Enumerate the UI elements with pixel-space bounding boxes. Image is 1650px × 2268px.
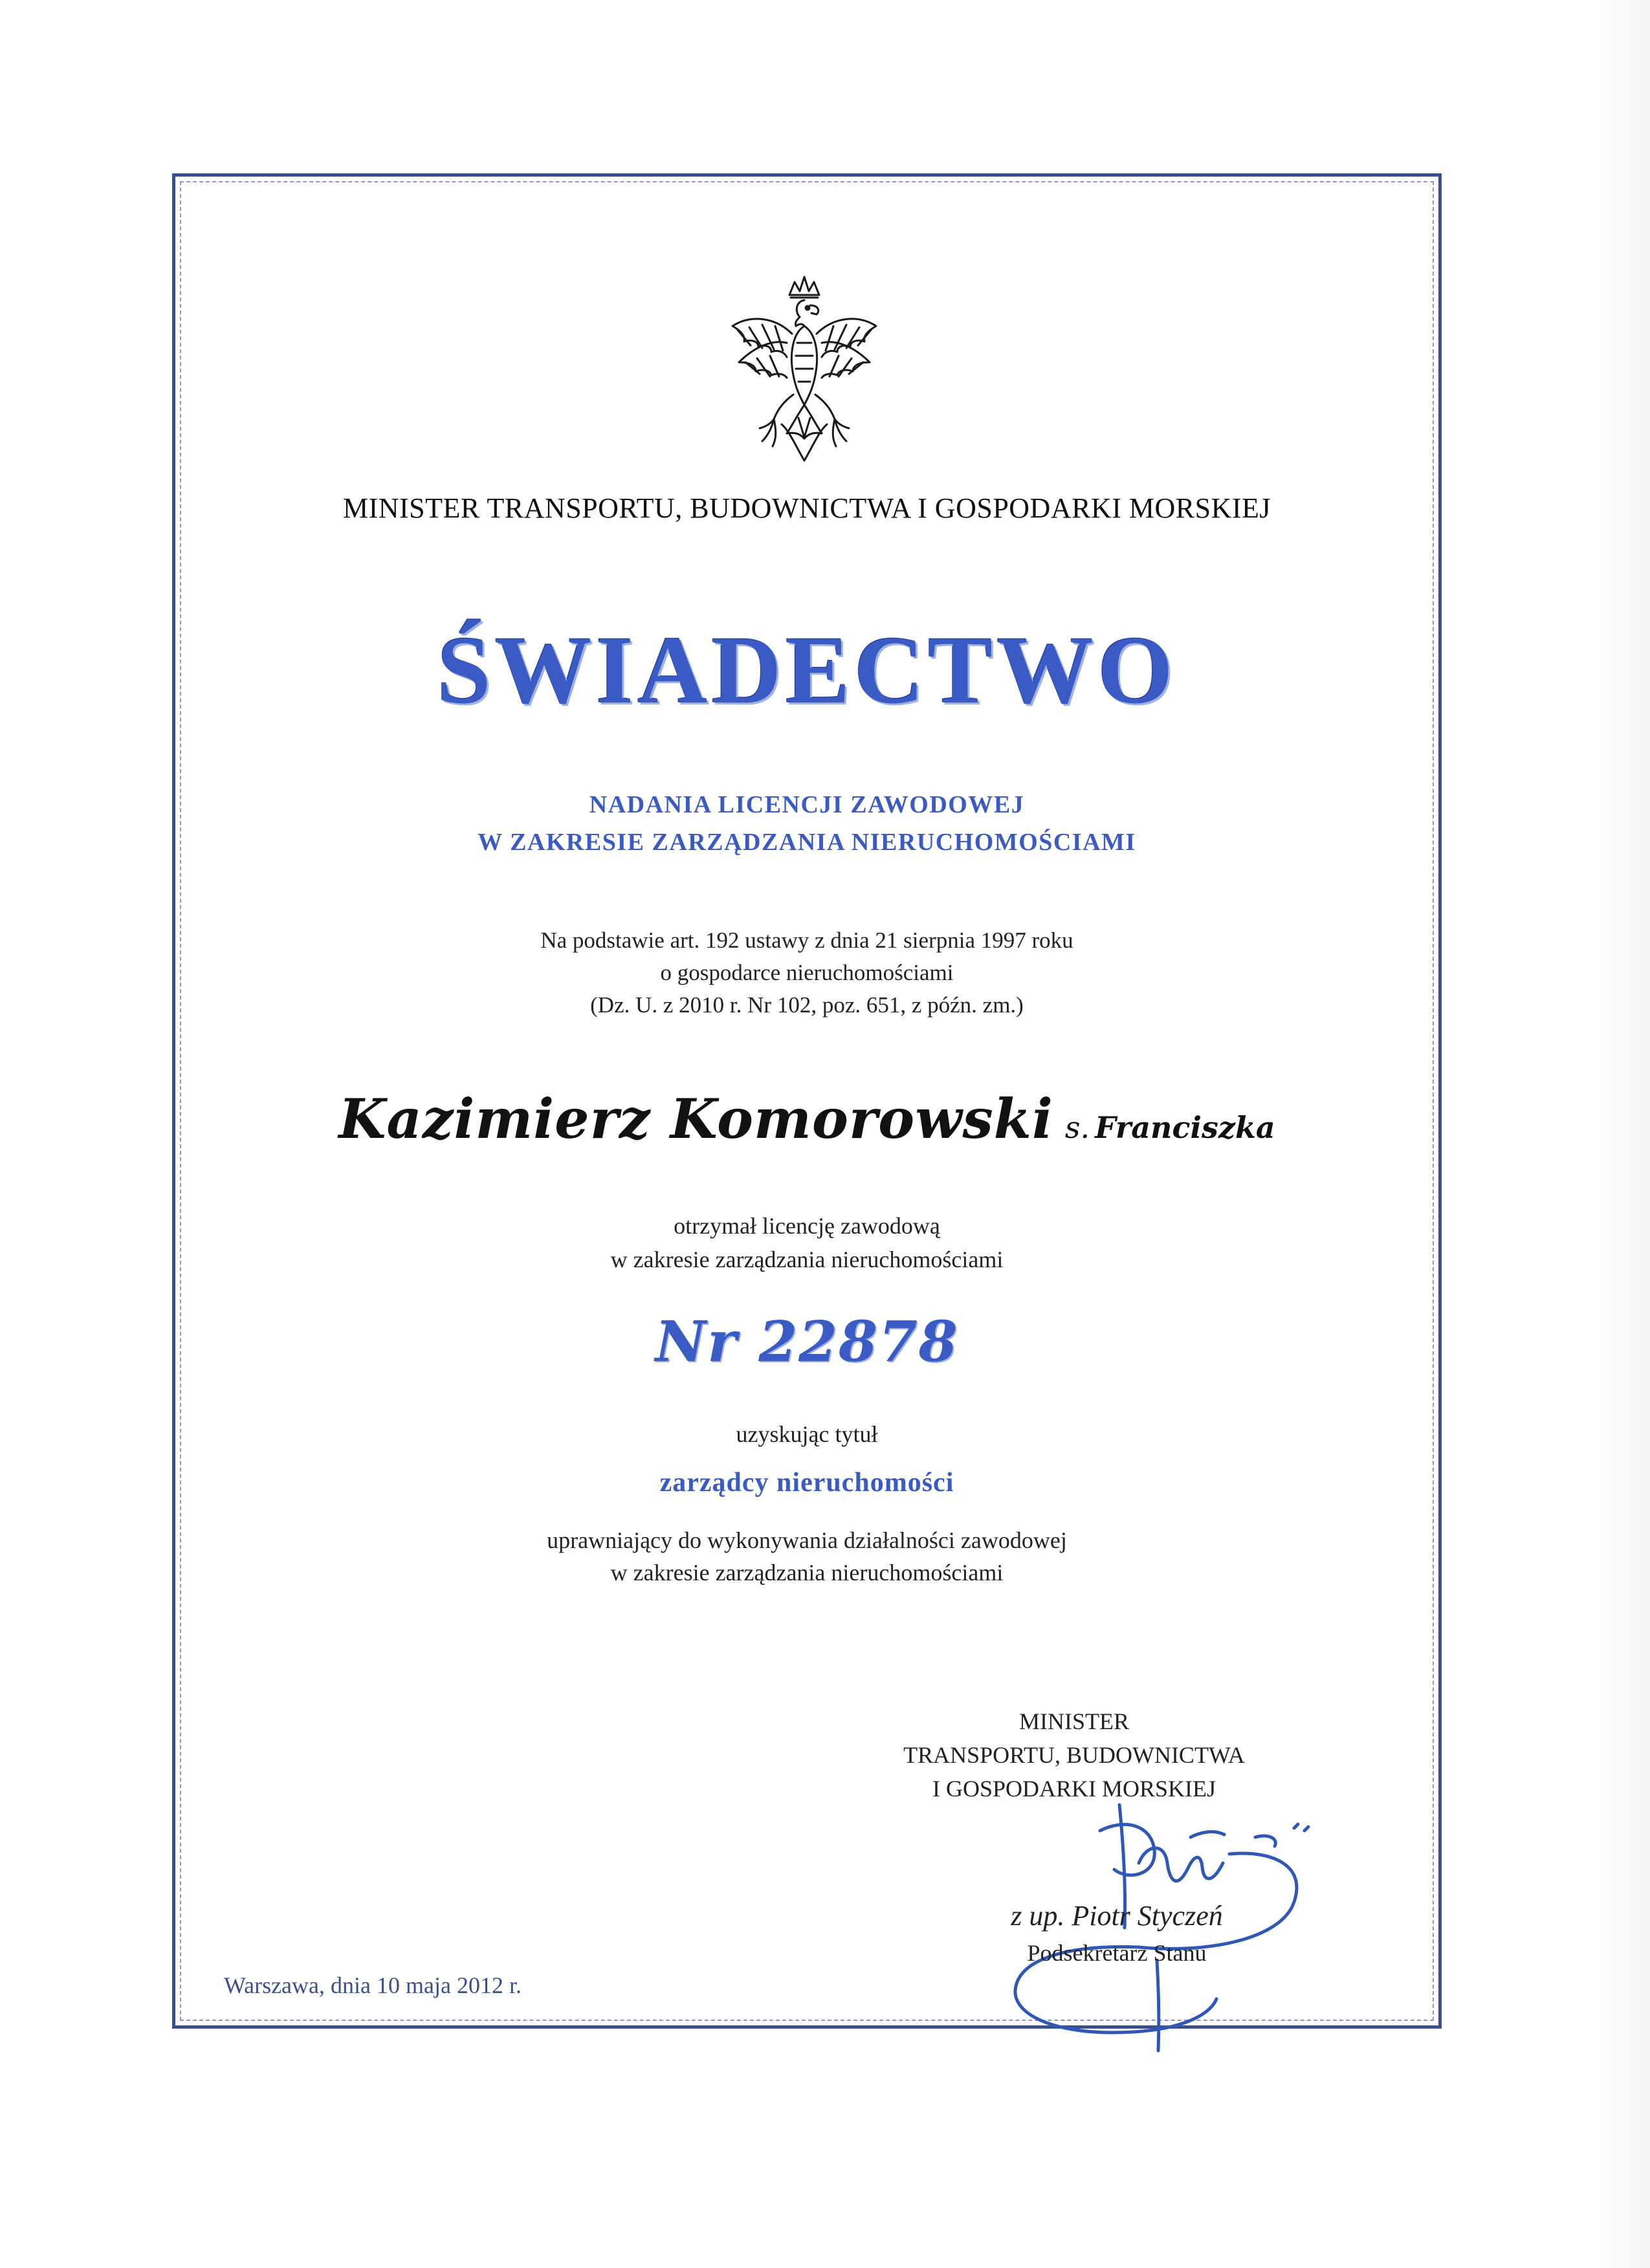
page-edge-shadow — [1598, 0, 1650, 2268]
legal-basis-line-2: o gospodarce nieruchomościami — [660, 960, 954, 985]
license-number: Nr 22878 — [655, 1309, 959, 1375]
holder-name-block — [172, 1087, 1442, 1151]
holder-name: Kazimierz Komorowski — [338, 1087, 1053, 1151]
certificate-subtitle-line-2: W ZAKRESIE ZARZĄDZANIA NIERUCHOMOŚCIAMI — [478, 829, 1136, 856]
license-received-line-2: w zakresie zarządzania nieruchomościami — [610, 1247, 1004, 1272]
signatory-line-2: TRANSPORTU, BUDOWNICTWA — [903, 1742, 1245, 1768]
certificate-title: ŚWIADECTWO — [437, 616, 1177, 724]
polish-eagle-emblem-icon — [720, 272, 889, 466]
entitlement-line-1: uprawniający do wykonywania działalności zawodowej — [547, 1527, 1067, 1553]
entitlement-line-2: w zakresie zarządzania nieruchomościami — [610, 1560, 1004, 1586]
holder-parent-prefix: s. — [1064, 1110, 1090, 1145]
professional-title: zarządcy nieruchomości — [659, 1468, 954, 1498]
signatory-line-1: MINISTER — [1019, 1708, 1129, 1734]
holder-parent-name: Franciszka — [1095, 1110, 1275, 1145]
signatory-line-3: I GOSPODARKI MORSKIEJ — [932, 1776, 1216, 1802]
place-and-date: Warszawa, dnia 10 maja 2012 r. — [224, 1972, 522, 1998]
legal-basis-line-3: (Dz. U. z 2010 r. Nr 102, poz. 651, z późn. zm.) — [590, 992, 1024, 1018]
license-received-line-1: otrzymał licencję zawodową — [674, 1213, 940, 1239]
issuer-header: MINISTER TRANSPORTU, BUDOWNICTWA I GOSPODARKI MORSKIEJ — [342, 492, 1271, 524]
signatory-role: Podsekretarz Stanu — [1027, 1940, 1207, 1966]
certificate-subtitle-line-1: NADANIA LICENCJI ZAWODOWEJ — [589, 791, 1025, 818]
title-intro: uzyskując tytuł — [736, 1421, 878, 1447]
signatory-proxy: z up. Piotr Styczeń — [1011, 1900, 1223, 1932]
legal-basis-line-1: Na podstawie art. 192 ustawy z dnia 21 sierpnia 1997 roku — [540, 928, 1073, 953]
